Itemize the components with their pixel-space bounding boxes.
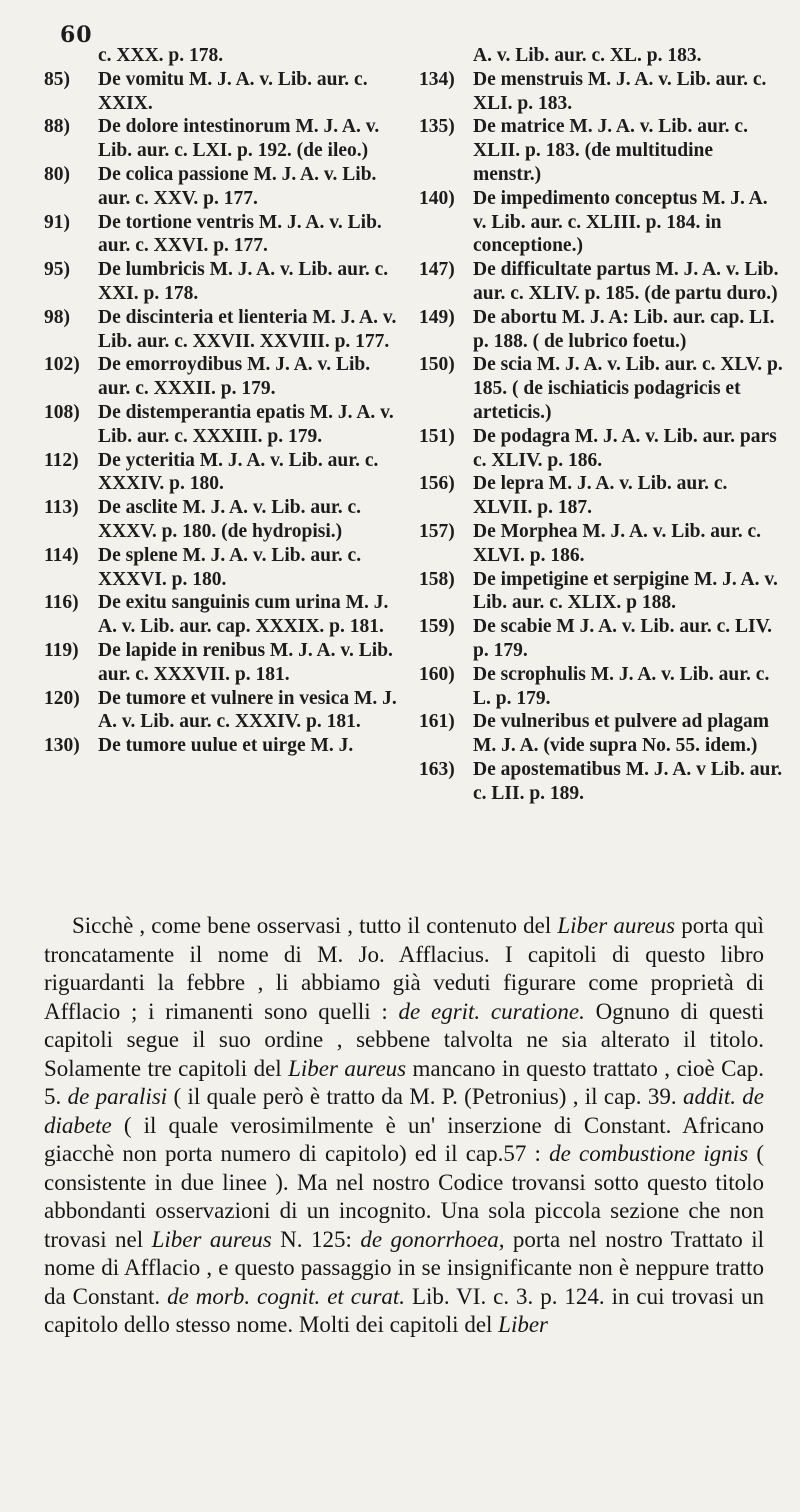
- entry-text: De tumore uulue et uirge M. J.: [98, 735, 354, 757]
- index-entry: [419, 568, 784, 616]
- text-run: Ognuno di questi capitoli segue il suo ordine , sebbene talvolta ne sia alterato il titolo. Solamente tre capitoli del: [44, 998, 764, 1081]
- entry-number: 135): [419, 116, 455, 138]
- entry-text: A. v. Lib. aur. c. XL. p. 183.: [473, 45, 702, 66]
- entry-number: 95): [44, 259, 70, 281]
- entry-text: De ycteritia M. J. A. v. Lib. aur. c. XXXIV. p. 180.: [98, 449, 379, 495]
- index-entry: [419, 615, 784, 663]
- index-entry: [44, 401, 404, 449]
- entry-text: De vomitu M. J. A. v. Lib. aur. c. XXIX.: [98, 68, 368, 114]
- index-entry: [44, 163, 404, 211]
- entry-text: De Morphea M. J. A. v. Lib. aur. c. XLVI. p. 186.: [473, 520, 761, 566]
- index-entry: [44, 211, 404, 259]
- entry-number: 112): [44, 449, 79, 471]
- index-entry: [44, 639, 404, 687]
- entry-text: De abortu M. J. A: Lib. aur. cap. LI. p. 188. ( de lubrico foetu.): [473, 306, 775, 352]
- italic-title: Liber aureus: [288, 1055, 407, 1081]
- entry-text: De colica passione M. J. A. v. Lib. aur. c. XXV. p. 177.: [98, 163, 377, 209]
- italic-title: de paralisi: [67, 1084, 168, 1109]
- entry-text: c. XXX. p. 178.: [98, 45, 224, 66]
- index-entry: [44, 306, 404, 354]
- entry-text: De scabie M J. A. v. Lib. aur. c. LIV. p. 179.: [473, 616, 773, 661]
- text-run: ( il quale però è tratto da M. P. (Petronius) , il cap. 39.: [167, 1084, 683, 1109]
- italic-title: de gonorrhoea,: [360, 1226, 505, 1252]
- entry-text: De apostematibus M. J. A. v Lib. aur. c. LII. p. 189.: [473, 758, 783, 804]
- index-entry: [419, 520, 784, 568]
- entry-text: De scrophulis M. J. A. v. Lib. aur. c. L. p. 179.: [473, 663, 770, 709]
- index-entry: [419, 68, 784, 116]
- index-entry: [419, 306, 784, 354]
- entry-text: De vulneribus et pulvere ad plagam M. J. A. (vide supra No. 55. idem.): [473, 711, 769, 757]
- entry-number: 108): [44, 401, 80, 423]
- italic-title: Liber aureus: [151, 1226, 272, 1252]
- index-entry: [419, 258, 784, 306]
- index-entry: [44, 496, 404, 544]
- entry-number: 130): [44, 735, 80, 757]
- index-entry: [419, 472, 784, 520]
- body-paragraph: [44, 912, 764, 1340]
- entry-text: De scia M. J. A. v. Lib. aur. c. XLV. p. 185. ( de ischiaticis podagricis et arteticis.): [473, 354, 783, 423]
- index-entry: [419, 115, 784, 186]
- entry-number: 114): [44, 544, 79, 566]
- entry-number: 156): [419, 473, 455, 495]
- entry-text: De splene M. J. A. v. Lib. aur. c. XXXVI. p. 180.: [98, 544, 362, 590]
- entry-text: De lumbricis M. J. A. v. Lib. aur. c. XXI. p. 178.: [98, 259, 389, 304]
- index-entry: [419, 353, 784, 424]
- text-run: mancano in questo trattato , cioè Cap. 5.: [44, 1055, 764, 1109]
- index-entry: [44, 115, 404, 163]
- entry-text: De menstruis M. J. A. v. Lib. aur. c. XLI. p. 183.: [473, 68, 767, 114]
- entry-text: De lepra M. J. A. v. Lib. aur. c. XLVII. p. 187.: [473, 473, 728, 519]
- entry-text: De tortione ventris M. J. A. v. Lib. aur. c. XXVI. p. 177.: [98, 211, 382, 257]
- index-entry: [419, 425, 784, 473]
- index-entry: [44, 591, 404, 639]
- page-number: 60: [60, 22, 93, 48]
- entry-number: 119): [44, 639, 79, 661]
- text-run: porta nel nostro Trattato il nome di Afflacio , e questo passaggio in se insignificante non è neppure tratto da Constant.: [44, 1226, 764, 1309]
- index-entry: [44, 258, 404, 306]
- index-entry: [44, 449, 404, 497]
- text-run: Sicchè , come bene osservasi , tutto il contenuto del: [72, 913, 558, 938]
- entry-number: 159): [419, 616, 455, 638]
- index-entry: [44, 68, 404, 116]
- entry-number: 120): [44, 687, 80, 709]
- entry-text: De distemperantia epatis M. J. A. v. Lib. aur. c. XXXIII. p. 179.: [98, 401, 394, 447]
- entry-text: De matrice M. J. A. v. Lib. aur. c. XLII. p. 183. (de multitudine menstr.): [473, 116, 748, 185]
- italic-title: de morb. cognit. et curat.: [167, 1283, 406, 1309]
- index-entry: [44, 353, 404, 401]
- entry-text: De impetigine et serpigine M. J. A. v. Lib. aur. c. XLIX. p 188.: [473, 568, 778, 614]
- entry-text: De emorroydibus M. J. A. v. Lib. aur. c. XXXII. p. 179.: [98, 354, 371, 400]
- text-run: ( il quale verosimilmente è un' inserzione di Constant. Africano giacchè non porta numero di capitolo) ed il cap.57 :: [44, 1112, 764, 1166]
- entry-number: 157): [419, 520, 455, 542]
- index-columns: [44, 44, 784, 894]
- text-run: Lib. VI. c. 3. p. 124. in cui trovasi un capitolo dello stesso nome. Molti dei capitoli del: [44, 1283, 764, 1337]
- index-entry: [419, 758, 784, 806]
- entry-number: 161): [419, 711, 455, 733]
- index-entry: [419, 710, 784, 758]
- entry-number: 88): [44, 116, 70, 138]
- entry-number: 134): [419, 68, 455, 90]
- entry-number: 158): [419, 568, 455, 590]
- index-entry: [44, 44, 404, 68]
- entry-text: De podagra M. J. A. v. Lib. aur. pars c. XLIV. p. 186.: [473, 425, 777, 471]
- index-entry: [44, 544, 404, 592]
- entry-number: 80): [44, 163, 70, 185]
- text-run: ( consistente in due linee ). Ma nel nostro Codice trovansi sotto questo titolo abbondanti osservazioni di un incognito. Una sola piccola sezione che non trovasi nel: [44, 1141, 764, 1252]
- entry-text: De difficultate partus M. J. A. v. Lib. aur. c. XLIV. p. 185. (de partu duro.): [473, 259, 779, 304]
- entry-number: 102): [44, 354, 80, 376]
- entry-number: 113): [44, 497, 79, 519]
- entry-text: De impedimento conceptus M. J. A. v. Lib. aur. c. XLIII. p. 184. in conceptione.): [473, 187, 768, 257]
- italic-title: de combustione ignis: [549, 1141, 749, 1166]
- text-run: N. 125:: [271, 1226, 361, 1252]
- entry-number: 140): [419, 187, 455, 209]
- entry-number: 150): [419, 354, 455, 376]
- entry-text: De dolore intestinorum M. J. A. v. Lib. aur. c. LXI. p. 192. (de ileo.): [98, 116, 380, 162]
- entry-number: 91): [44, 211, 70, 233]
- entry-number: 151): [419, 425, 455, 447]
- index-entry: [44, 734, 404, 758]
- index-entry: [419, 44, 784, 68]
- index-entry: [419, 663, 784, 711]
- index-entry: [44, 687, 404, 735]
- entry-number: 163): [419, 758, 455, 780]
- entry-number: 85): [44, 68, 70, 90]
- entry-number: 116): [44, 592, 79, 614]
- italic-title: addit. de diabete: [44, 1084, 764, 1138]
- right-column: [419, 44, 784, 894]
- italic-title: de egrit. curatione.: [398, 998, 585, 1024]
- entry-number: 98): [44, 306, 70, 328]
- entry-text: De discinteria et lienteria M. J. A. v. Lib. aur. c. XXVII. XXVIII. p. 177.: [98, 306, 397, 352]
- italic-title: Liber aureus: [557, 913, 676, 938]
- left-column: [44, 44, 404, 894]
- entry-number: 160): [419, 663, 455, 685]
- entry-text: De asclite M. J. A. v. Lib. aur. c. XXXV. p. 180. (de hydropisi.): [98, 497, 362, 542]
- index-entry: [419, 187, 784, 258]
- entry-number: 147): [419, 259, 455, 281]
- entry-text: De exitu sanguinis cum urina M. J. A. v. Lib. aur. cap. XXXIX. p. 181.: [98, 592, 389, 638]
- entry-text: De lapide in renibus M. J. A. v. Lib. aur. c. XXXVII. p. 181.: [98, 639, 393, 685]
- entry-number: 149): [419, 306, 455, 328]
- entry-text: De tumore et vulnere in vesica M. J. A. v. Lib. aur. c. XXXIV. p. 181.: [98, 687, 397, 733]
- text-run: porta quì troncatamente il nome di M. Jo. Afflacius. I capitoli di questo libro riguardanti la febbre , li abbiamo già veduti figurare come proprietà di Afflacio ; i rimanenti sono quelli :: [44, 913, 764, 1024]
- italic-title: Liber: [498, 1312, 549, 1337]
